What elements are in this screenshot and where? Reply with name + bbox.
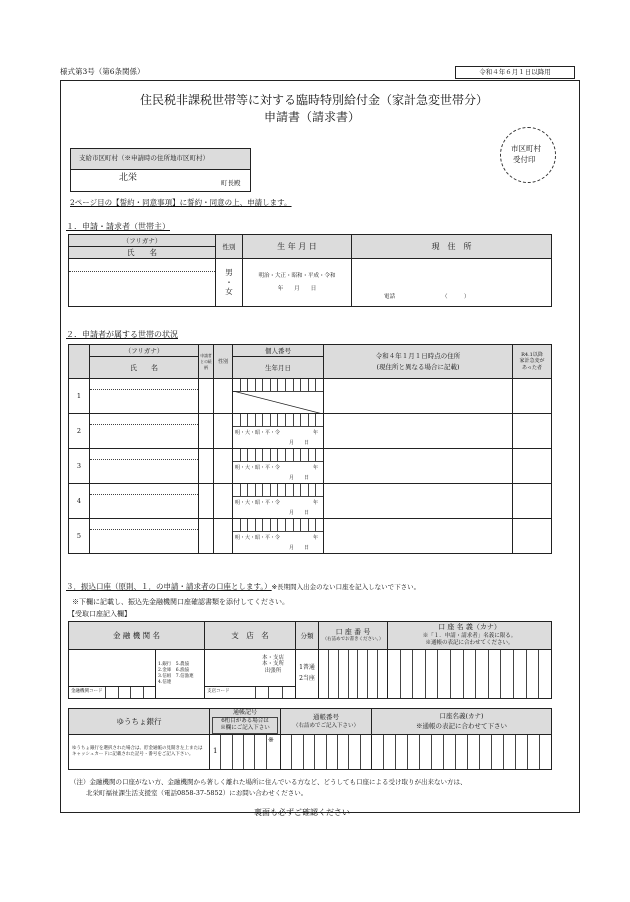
s1-era: 明治・大正・昭和・平成・令和	[258, 273, 336, 280]
section3-heading-note: ※長期間入出金のない口座を記入しないで下さい。	[271, 583, 421, 591]
bank-types-cell[interactable]	[156, 650, 205, 699]
bank-code-boxes[interactable]	[105, 687, 155, 698]
yucho-header: ゆうちょ銀行	[69, 709, 210, 735]
kigo-title: 通帳記号	[232, 709, 257, 717]
bank-type: 1.銀行 5.農協	[158, 662, 190, 668]
id-number-cell[interactable]	[233, 414, 324, 449]
s2-relation-header: 申請者との続柄	[199, 345, 214, 379]
holder-cell[interactable]	[388, 650, 552, 699]
reception-stamp-circle	[500, 127, 556, 183]
row-number: 1	[69, 379, 90, 414]
yucho-holder-sub: ※通帳の表記に合わせて下さい	[416, 721, 507, 730]
kigo-sub1: 6桁目がある場合は	[221, 718, 269, 725]
s1-address-cell[interactable]	[352, 259, 552, 307]
footnote-line2: 北栄町福祉課生活支援室（電話0858-37-5852）にお問い合わせください。	[86, 789, 308, 797]
bango-header	[281, 709, 372, 735]
bango-sub: （右詰めでご記入下さい）	[292, 723, 359, 730]
row-number: 3	[69, 449, 90, 484]
kigo-first-digit: 1	[213, 747, 218, 755]
bango-title: 通帳番号	[313, 712, 339, 721]
branch-code-label: 支店コード	[207, 689, 230, 694]
applicant-table	[68, 234, 552, 307]
form-subtitle: 申請書（請求書）	[264, 110, 361, 124]
section2-heading: ２．申請者が属する世帯の状況	[66, 330, 178, 339]
row-number: 2	[69, 414, 90, 449]
municipality-suffix: 町長殿	[221, 179, 241, 187]
branch-type: 本・支店	[261, 655, 284, 661]
row-number: 4	[69, 484, 90, 519]
household-row	[69, 414, 552, 449]
s2-addr-title: 令和４年１月１日時点の住所	[375, 352, 461, 361]
s2-birth-header: 生年月日	[233, 357, 324, 379]
bank-type: 4.信連	[158, 679, 172, 685]
intro-text: 2ページ目の【誓約・同意事項】に誓約・同意の上、申請します。	[70, 198, 292, 207]
kigo-asterisk: ※	[268, 736, 274, 744]
yucho-table	[68, 708, 552, 770]
acct-no-cell[interactable]	[319, 650, 388, 699]
acct-type: 2当座	[299, 675, 315, 682]
s1-tel-paren: （ ）	[442, 294, 470, 300]
id-slash	[233, 391, 323, 414]
s2-r4-line1: R4.1以降	[521, 351, 543, 358]
household-table	[68, 344, 552, 554]
s1-dot: ・	[225, 277, 233, 287]
id-number-cell[interactable]	[233, 519, 324, 554]
section3-heading-wrap	[66, 583, 420, 591]
kigo-sub2: ※欄にご記入下さい	[220, 725, 270, 732]
s1-birth-header: 生 年 月 日	[243, 235, 352, 259]
effective-date-badge: 令和４年６月１日以降用	[455, 66, 575, 79]
s2-id-header: 個人番号	[233, 345, 324, 357]
stamp-line2: 受付印	[513, 155, 536, 164]
branch-types	[253, 655, 293, 674]
row-number: 5	[69, 519, 90, 554]
section3-heading: ３．振込口座（原則、１．の申請・請求者の口座とします。）	[66, 582, 272, 591]
holder-header	[388, 622, 552, 650]
row-year: 年	[313, 430, 319, 436]
branch-header: 支 店 名	[205, 622, 296, 650]
bank-header: 金 融 機 関 名	[69, 622, 205, 650]
bank-name-cell[interactable]	[69, 650, 156, 699]
footnote-line1: （注）金融機関の口座がない方、金融機関から著しく離れた場所に住んでいる方など、どうしても口座による受け取りが出来ない方は、	[70, 778, 467, 786]
row-era: 明・大・昭・平・令	[235, 430, 281, 436]
household-row	[69, 484, 552, 519]
s2-name-header: 氏 名	[90, 357, 199, 379]
household-row	[69, 519, 552, 554]
kigo-cell[interactable]	[210, 735, 281, 770]
row-md: 月 日	[289, 510, 310, 516]
municipality-box	[70, 148, 251, 192]
acct-no-sub: （右詰めでお書きください。）	[322, 637, 384, 643]
s1-male: 男	[225, 267, 233, 277]
household-row	[69, 379, 552, 414]
s1-female: 女	[225, 287, 233, 297]
s1-furigana-header: （フリガナ）	[69, 235, 216, 247]
id-number-cell[interactable]	[233, 449, 324, 484]
s2-r4-line3: あった者	[522, 364, 542, 371]
id-number-cell[interactable]	[233, 379, 324, 414]
s1-tel-label: 電話	[384, 294, 396, 300]
s2-sex-header: 性別	[214, 345, 233, 379]
municipality-label: 支給市区町村（※申請時の住所地市区町村）	[79, 154, 209, 162]
branch-type: 出張所	[264, 667, 282, 674]
acct-no-title: 口 座 番 号	[335, 627, 371, 636]
yucho-holder-header	[372, 709, 552, 735]
s2-addr-sub: (現住所と異なる場合に記載)	[376, 362, 460, 371]
type-header: 分類	[296, 622, 319, 650]
municipality-name[interactable]: 北栄	[119, 173, 138, 183]
holder-title: 口 座 名 義（カナ）	[438, 622, 501, 631]
yucho-note: ゆうちょ銀行を選択された場合は、貯金通帳の見開き左上またはキャッシュカードに記載された記号・番号をご記入下さい。	[69, 735, 210, 770]
stamp-line1: 市区町村	[511, 144, 541, 153]
bango-cell[interactable]	[281, 735, 372, 770]
bank-type: 2.金庫 6.漁協	[158, 668, 190, 674]
row-era: 明・大・昭・平・令	[235, 535, 281, 541]
household-row	[69, 449, 552, 484]
row-year: 年	[313, 465, 319, 471]
s1-ymd: 年 月 日	[277, 285, 317, 292]
s1-birth-cell[interactable]	[243, 259, 352, 307]
back-note: 裏面も必ずご確認ください	[254, 808, 350, 817]
s1-name-header: 氏 名	[69, 247, 216, 259]
branch-type: 本・支所	[261, 661, 284, 668]
s1-sex-header: 性別	[216, 235, 243, 259]
s2-r4-header	[513, 345, 552, 379]
form-label: 【受取口座記入欄】	[68, 610, 131, 618]
holder-note2: ※通帳の表記に合わせてください。	[425, 640, 514, 647]
acct-type-cell[interactable]	[296, 650, 319, 699]
branch-cell[interactable]	[205, 650, 296, 699]
s2-r4-line2: 家計急変が	[519, 358, 545, 365]
form-number: 様式第3号（第6条関係）	[60, 67, 145, 76]
section3-note: ※下欄に記載し、振込先金融機関口座確認書類を添付してください。	[72, 598, 289, 606]
yucho-holder-cell[interactable]	[372, 735, 552, 770]
bank-code-label: 金融機関コード	[71, 689, 103, 694]
s1-address-header: 現 住 所	[352, 235, 552, 259]
s2-furigana-header: （フリガナ）	[90, 345, 199, 357]
acct-no-header	[319, 622, 388, 650]
kigo-header	[210, 709, 281, 735]
s1-name-cell[interactable]	[69, 259, 216, 307]
form-title: 住民税非課税世帯等に対する臨時特別給付金（家計急変世帯分）	[140, 93, 489, 107]
bank-account-table	[68, 621, 552, 699]
row-era: 明・大・昭・平・令	[235, 465, 281, 471]
row-md: 月 日	[289, 545, 310, 551]
s1-sex-cell[interactable]	[216, 259, 243, 307]
yucho-holder-title: 口座名義(カナ)	[439, 711, 484, 720]
branch-code-boxes[interactable]	[255, 687, 295, 698]
s2-addr-header	[324, 345, 513, 379]
acct-type: 1普通	[299, 664, 315, 672]
row-era: 明・大・昭・平・令	[235, 500, 281, 506]
row-md: 月 日	[289, 440, 310, 446]
row-year: 年	[313, 535, 319, 541]
id-number-cell[interactable]	[233, 484, 324, 519]
holder-note1: ※「１．申請・請求者」名義に限る。	[422, 632, 517, 639]
section1-heading: １．申請・請求者（世帯主）	[66, 222, 170, 231]
bank-type: 3.信組 7.信漁連	[158, 674, 194, 679]
row-year: 年	[313, 500, 319, 506]
row-md: 月 日	[289, 475, 310, 481]
